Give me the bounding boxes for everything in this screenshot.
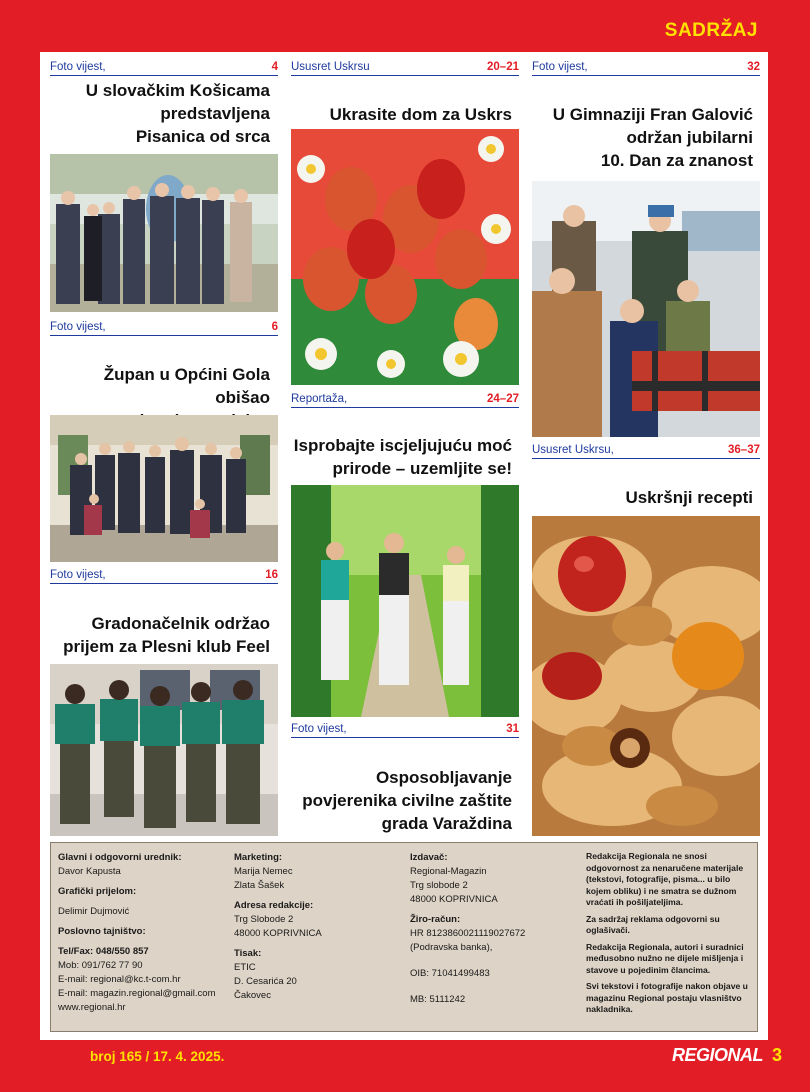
article-headline[interactable]: Župan u Općini Gola obišao xyxy=(103,365,270,407)
page-ref[interactable]: 36–37 xyxy=(728,444,760,456)
impressum-column-2: Marketing: Marija Nemec Zlata Šašek Adresa redakcije: Trg Slobode 2 48000 KOPRIVNICA Tisak: ETIC D. Cesarića 20 Čakovec xyxy=(234,852,322,1001)
article-headline[interactable]: Ukrasite dom za Uskrs xyxy=(329,105,512,124)
page-ref[interactable]: 24–27 xyxy=(487,393,519,405)
tag-label: Foto vijest, xyxy=(50,321,106,333)
article-tag xyxy=(50,568,278,584)
article-headline[interactable]: U slovačkim Košicama predstavljena Pisanica od srca xyxy=(85,81,270,146)
article-tag xyxy=(50,320,278,336)
article-headline[interactable]: Gradonačelnik održao prijem za Plesni klub Feel xyxy=(63,614,270,656)
impressum-column-4: Redakcija Regionala ne snosi odgovornost za nenaručene materijale (tekstovi, fotografije, pisma... u bilo kojem obliku) i ne smatra se dužnom vraćati ih pošiljateljima. Za sadržaj reklama odgovorni su oglašivači. Redakcija Regionala, autori i suradnici međusobno nužno ne dijele mišljenja i stavove u pojedinim člancima. Svi tekstovi i fotografije nakon objave u magazinu Regional postaju vlasništvo nakladnika. xyxy=(586,851,748,1014)
article-tag xyxy=(532,60,760,76)
page-ref[interactable]: 6 xyxy=(271,321,278,333)
article-tag xyxy=(50,60,278,76)
tag-label: Foto vijest, xyxy=(50,569,106,581)
article-photo xyxy=(291,485,519,717)
article-photo xyxy=(532,516,760,836)
tag-label: Ususret Uskrsu, xyxy=(532,444,614,456)
section-title: SADRŽAJ xyxy=(664,20,758,41)
article-headline[interactable]: Isprobajte iscjeljujuću moć prirode – uzemljite se! xyxy=(293,436,512,478)
email-link[interactable]: E-mail: regional@kc.t-com.hr xyxy=(58,974,181,985)
tag-label: Foto vijest, xyxy=(291,723,347,735)
website-link[interactable]: www.regional.hr xyxy=(58,1002,126,1013)
article-tag xyxy=(291,60,519,76)
article-photo xyxy=(50,415,278,562)
tag-label: Reportaža, xyxy=(291,393,348,405)
article-headline[interactable]: U Gimnaziji Fran Galović održan jubilarni 10. Dan za znanost xyxy=(552,105,753,170)
article-photo xyxy=(532,181,760,437)
brand-logo: REGIONAL xyxy=(672,1045,764,1065)
page-ref[interactable]: 31 xyxy=(506,723,519,735)
impressum-column-3: Izdavač: Regional-Magazin Trg slobode 2 48000 KOPRIVNICA Žiro-račun: HR 8123860021119027672 (Podravska banka), OIB: 71041499483 MB: 5111242 xyxy=(410,852,526,1005)
page-ref[interactable]: 4 xyxy=(271,61,278,73)
tag-label: Ususret Uskrsu xyxy=(291,61,370,73)
article-tag xyxy=(532,443,760,459)
email-link[interactable]: E-mail: magazin.regional@gmail.com xyxy=(58,988,216,999)
tag-label: Foto vijest, xyxy=(532,61,588,73)
article-photo xyxy=(291,129,519,385)
article-headline[interactable]: Uskršnji recepti xyxy=(625,488,753,507)
article-photo xyxy=(50,664,278,836)
issue-info: broj 165 / 17. 4. 2025. xyxy=(90,1049,225,1064)
page-ref[interactable]: 20–21 xyxy=(487,61,519,73)
article-tag xyxy=(291,722,519,738)
impressum-box xyxy=(50,842,758,1032)
tag-label: Foto vijest, xyxy=(50,61,106,73)
article-photo xyxy=(50,154,278,312)
contents-page xyxy=(40,52,768,1040)
page-ref[interactable]: 16 xyxy=(265,569,278,581)
article-headline[interactable]: Osposobljavanje povjerenika civilne zaštite grada Varaždina xyxy=(302,768,512,833)
page-ref[interactable]: 32 xyxy=(747,61,760,73)
impressum-column-1: Glavni i odgovorni urednik: Davor Kapusta Grafički prijelom: Delimir Dujmović Poslovno tajništvo: Tel/Fax: 048/550 857 Mob: 091/762 77 90 E-mail: regional@kc.t-com.hr E-mail: magazin.regional@gmail.com www.regional.hr xyxy=(58,851,233,1015)
page-number: 3 xyxy=(772,1045,783,1065)
article-tag xyxy=(291,392,519,408)
